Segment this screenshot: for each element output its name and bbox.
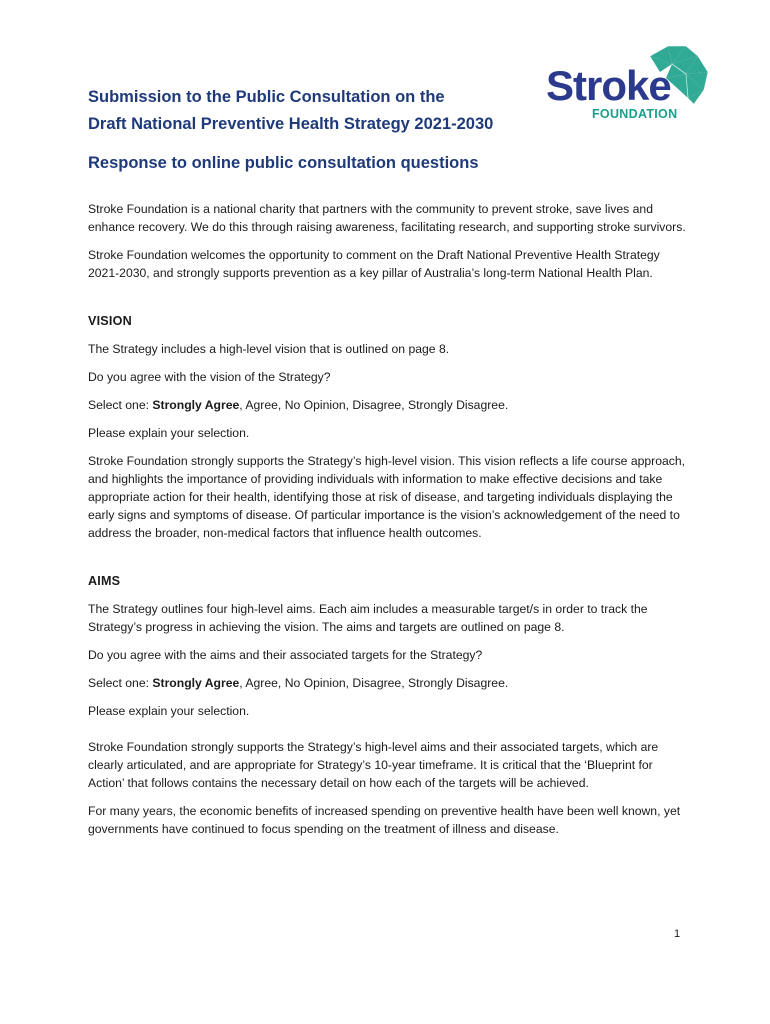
selection-options: , Agree, No Opinion, Disagree, Strongly Disagree. [239,676,509,690]
document-subtitle: Response to online public consultation questions [88,154,479,172]
document-title [88,84,558,138]
brain-network-icon [546,42,712,122]
aims-response-1: Stroke Foundation strongly supports the Strategy’s high-level aims and their associated targets, which are clearly articulated, and are appropriate for Strategy’s 10-year timeframe. It is critical that the ‘Blueprint for Action’ that follows contains the necessary detail on how each of the targets will be achieved. [88,740,659,790]
logo-tagline: FOUNDATION [592,107,678,121]
intro-paragraph-1: Stroke Foundation is a national charity that partners with the community to prevent stroke, save lives and enhance recovery. We do this through raising awareness, facilitating research, and supporting stroke survivors. [88,202,686,234]
selection-prefix: Select one: [88,676,153,690]
aims-intro: The Strategy outlines four high-level aims. Each aim includes a measurable target/s in order to track the Strategy’s progress in achieving the vision. The aims and targets are outlined on page 8. [88,602,648,634]
selected-option: Strongly Agree [152,676,240,690]
header [88,84,558,174]
vision-heading: VISION [88,314,132,328]
title-line-1: Submission to the Public Consultation on the [88,88,445,106]
logo-wordmark: Stroke [546,62,671,109]
vision-response: Stroke Foundation strongly supports the Strategy’s high-level vision. This vision reflects a life course approach, and highlights the importance of providing individuals with information to make effective decisions and take appropriate action for their health, identifying those at risk of disease, and targeting individuals displaying the early signs and symptoms of disease. Of particular importance is the vision’s acknowledgement of the need to address the broader, non-medical factors that influence health outcomes. [88,454,686,540]
selection-prefix: Select one: [88,398,153,412]
vision-question: Do you agree with the vision of the Strategy? [88,370,331,384]
stroke-foundation-logo [546,42,712,122]
vision-explain-prompt: Please explain your selection. [88,426,250,440]
document-body [88,200,688,848]
aims-explain-prompt: Please explain your selection. [88,704,250,718]
page-number: 1 [674,928,681,940]
title-line-2: Draft National Preventive Health Strategy 2021-2030 [88,115,494,133]
vision-intro: The Strategy includes a high-level vision that is outlined on page 8. [88,342,450,356]
aims-response-2: For many years, the economic benefits of increased spending on preventive health have been well known, yet governments have continued to focus spending on the treatment of illness and disease. [88,804,681,836]
vision-selection [88,396,688,414]
aims-selection [88,674,688,692]
selected-option: Strongly Agree [152,398,240,412]
selection-options: , Agree, No Opinion, Disagree, Strongly Disagree. [239,398,509,412]
aims-heading: AIMS [88,574,121,588]
intro-paragraph-2: Stroke Foundation welcomes the opportunity to comment on the Draft National Preventive Health Strategy 2021-2030, and strongly supports prevention as a key pillar of Australia’s long-term National Health Plan. [88,248,660,280]
aims-question: Do you agree with the aims and their associated targets for the Strategy? [88,648,483,662]
